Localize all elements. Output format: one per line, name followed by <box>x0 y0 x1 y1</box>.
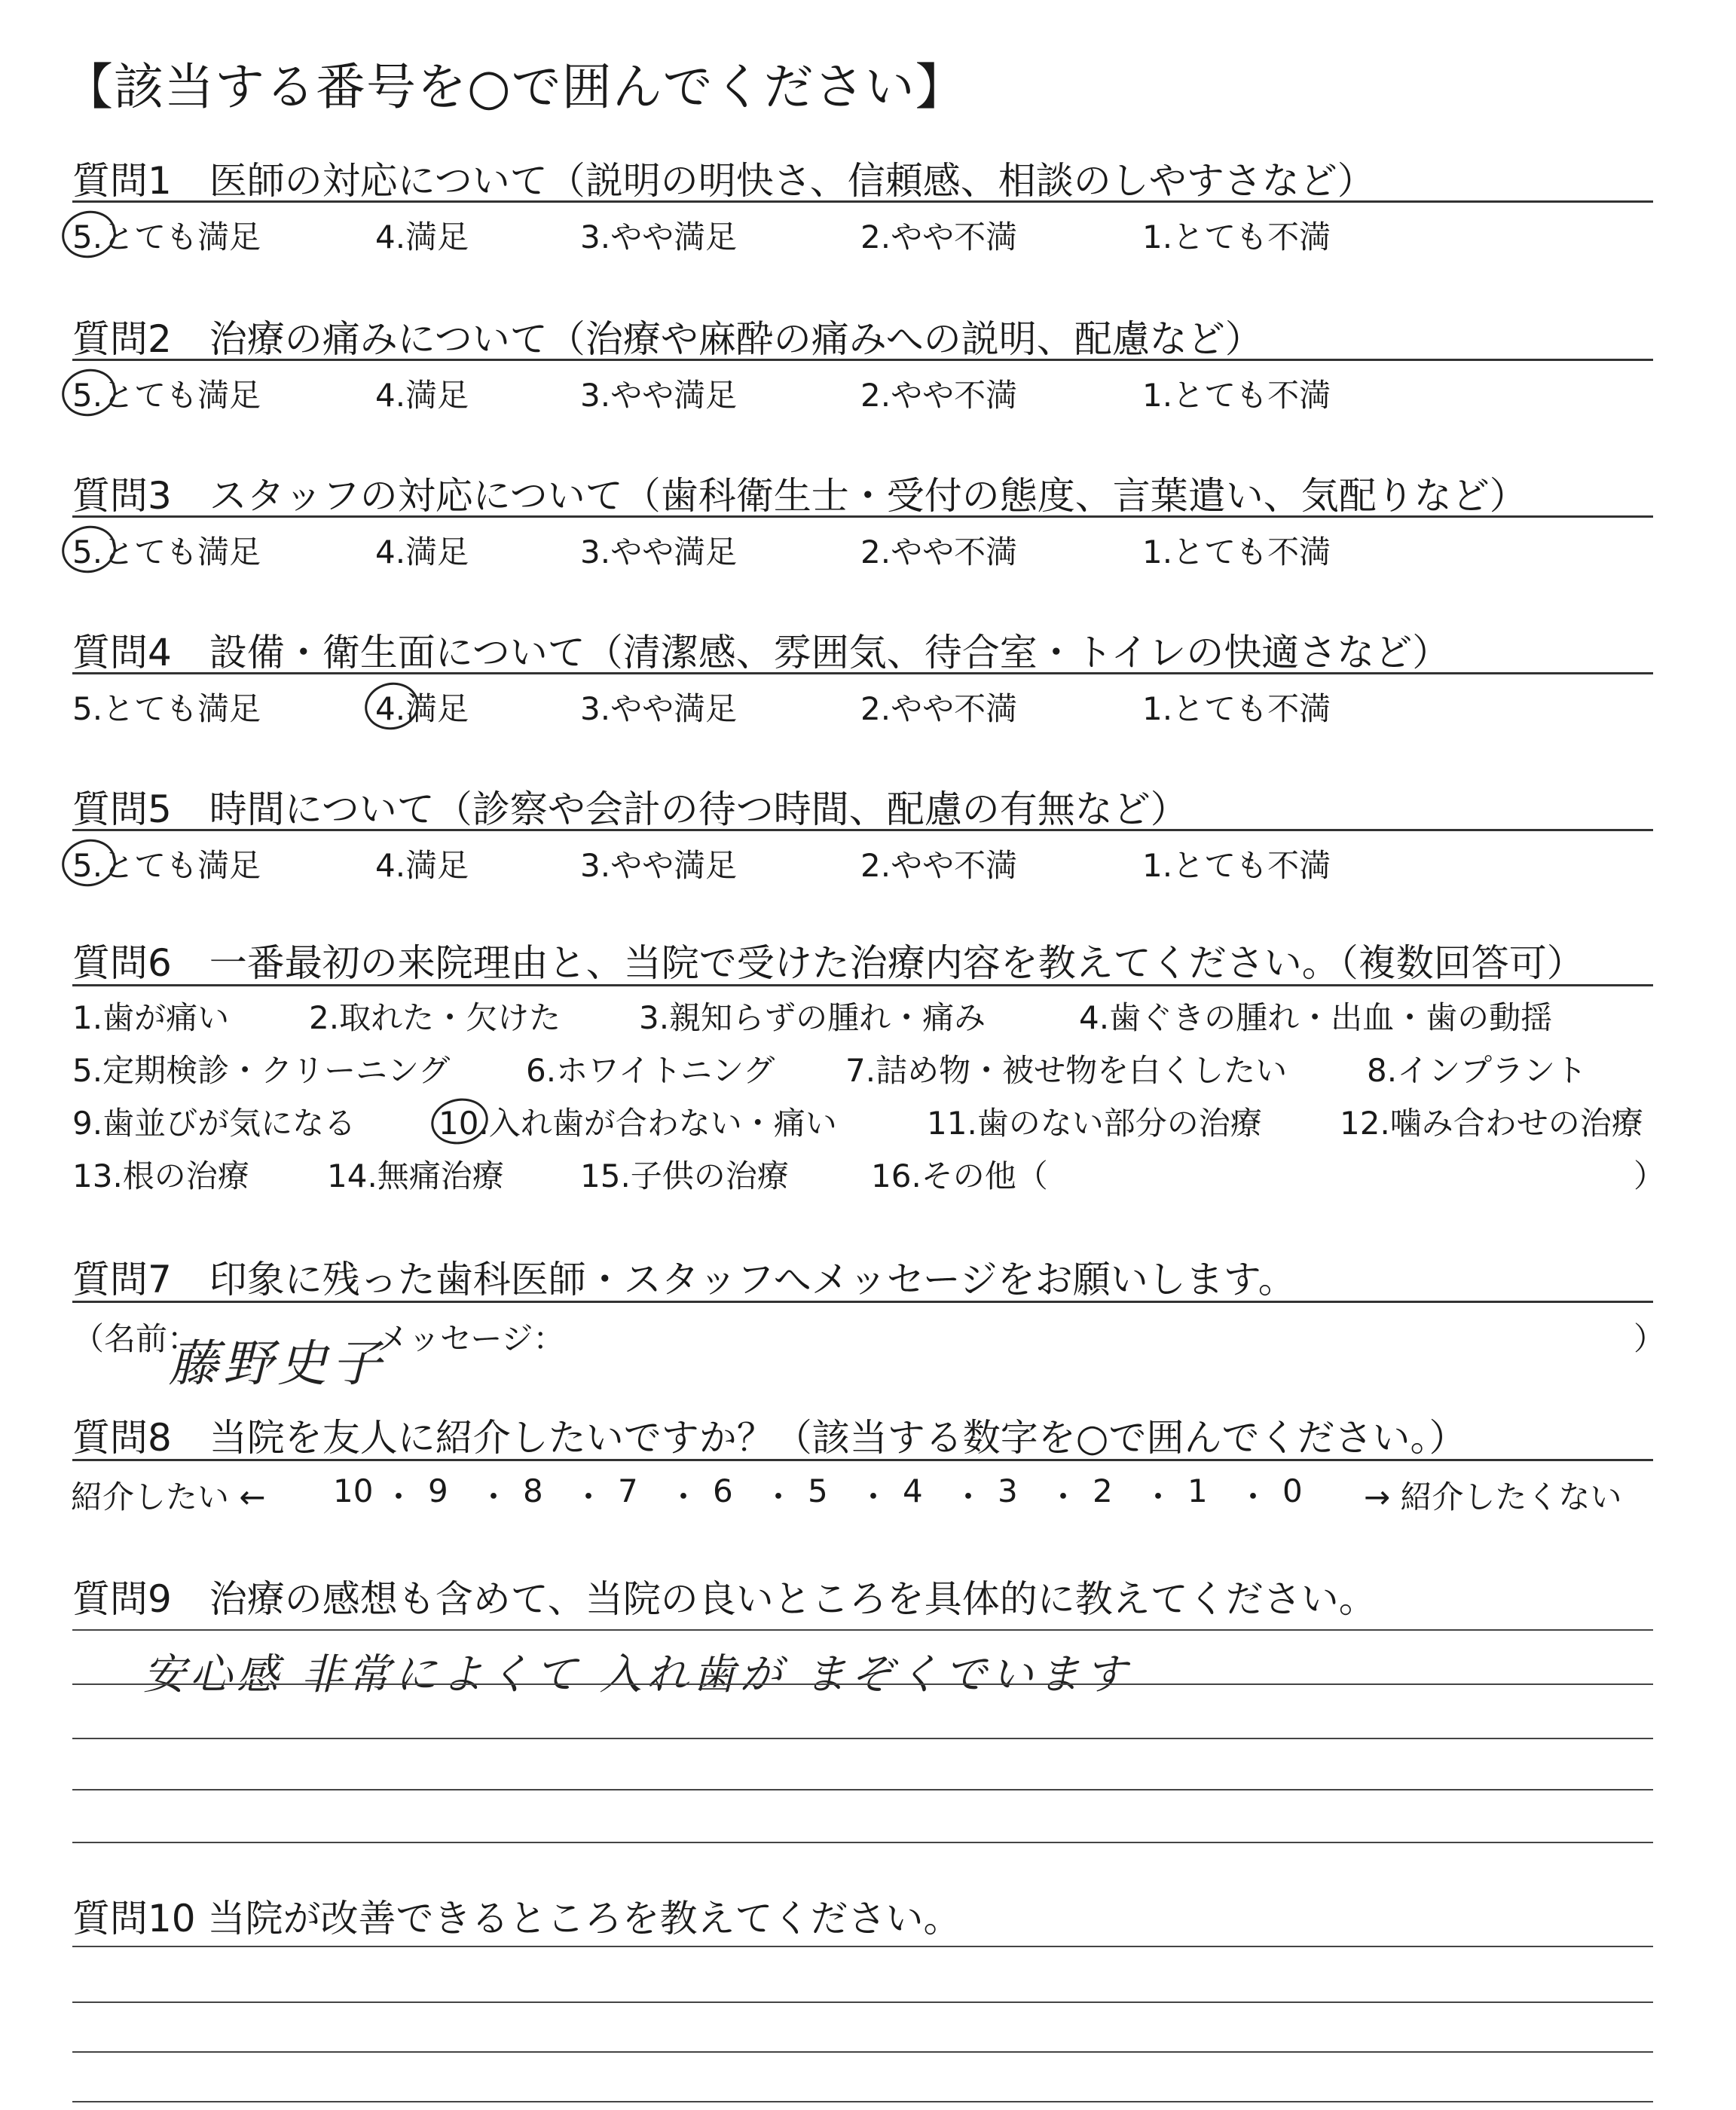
q9-handwritten-answer: 安心感 非常によくて 入れ歯が まぞくでいます <box>143 1650 1132 1699</box>
q6-option-8[interactable]: 8.インプラント <box>1367 1052 1588 1089</box>
q8-scale-separator: ・ <box>1237 1479 1270 1515</box>
q7-name-handwritten: 藤野史子 <box>169 1335 386 1393</box>
q8-scale-5[interactable]: 5 <box>808 1472 828 1509</box>
q8-right-label: → 紹介したくない <box>1364 1479 1622 1515</box>
q8-scale-9[interactable]: 9 <box>428 1472 448 1509</box>
q3-title: 質問3 スタッフの対応について（歯科衛生士・受付の態度、言葉遣い、気配りなど） <box>72 474 1527 518</box>
q4-title: 質問4 設備・衛生面について（清潔感、雰囲気、待合室・トイレの快適さなど） <box>72 631 1450 674</box>
q2-option-5[interactable]: 5.とても満足 <box>72 377 261 414</box>
q6-option-1[interactable]: 1.歯が痛い <box>72 999 230 1036</box>
q8-scale-10[interactable]: 10 <box>333 1472 374 1509</box>
q2-option-4[interactable]: 4.満足 <box>375 377 469 414</box>
q6-option-15[interactable]: 15.子供の治療 <box>580 1157 789 1194</box>
q8-scale-separator: ・ <box>478 1479 510 1515</box>
form-header: 【該当する番号を○で囲んでください】 <box>63 58 966 116</box>
q4-option-4[interactable]: 4.満足 <box>375 690 469 727</box>
q3-option-2[interactable]: 2.やや不満 <box>860 534 1018 570</box>
q1-title: 質問1 医師の対応について（説明の明快さ、信頼感、相談のしやすさなど） <box>72 159 1375 203</box>
q5-option-3[interactable]: 3.やや満足 <box>580 847 738 884</box>
q9-title: 質問9 治療の感想も含めて、当院の良いところを具体的に教えてください。 <box>72 1577 1377 1621</box>
q5-rule <box>72 829 1653 831</box>
q6-option-7[interactable]: 7.詰め物・被せ物を白くしたい <box>845 1052 1288 1089</box>
q8-scale-separator: ・ <box>573 1479 605 1515</box>
q8-scale-6[interactable]: 6 <box>713 1472 733 1509</box>
q5-option-4[interactable]: 4.満足 <box>375 847 469 884</box>
q6-option-2[interactable]: 2.取れた・欠けた <box>309 999 561 1036</box>
q6-option-14[interactable]: 14.無痛治療 <box>327 1157 504 1194</box>
q10-line-2 <box>72 2001 1653 2003</box>
q1-option-1[interactable]: 1.とても不満 <box>1142 219 1331 255</box>
q2-rule <box>72 359 1653 361</box>
q6-close-paren: ） <box>1634 1157 1666 1194</box>
q8-scale-separator: ・ <box>1047 1479 1080 1515</box>
q7-name-label: （名前： <box>72 1320 200 1357</box>
q5-option-5[interactable]: 5.とても満足 <box>72 847 261 884</box>
q6-option-4[interactable]: 4.歯ぐきの腫れ・出血・歯の動揺 <box>1079 999 1553 1036</box>
q5-title: 質問5 時間について（診察や会計の待つ時間、配慮の有無など） <box>72 787 1188 831</box>
q9-line-3 <box>72 1738 1653 1739</box>
q5-option-2[interactable]: 2.やや不満 <box>860 847 1018 884</box>
q7-message-label: メッセージ： <box>377 1320 565 1357</box>
q8-scale-4[interactable]: 4 <box>903 1472 923 1509</box>
q8-scale-separator: ・ <box>1142 1479 1175 1515</box>
q10-line-3 <box>72 2051 1653 2053</box>
q6-option-6[interactable]: 6.ホワイトニング <box>526 1052 775 1089</box>
q4-option-3[interactable]: 3.やや満足 <box>580 690 738 727</box>
q7-rule <box>72 1301 1653 1303</box>
q9-line-2 <box>72 1683 1653 1685</box>
q8-scale-7[interactable]: 7 <box>618 1472 638 1509</box>
q6-option-5[interactable]: 5.定期検診・クリーニング <box>72 1052 451 1089</box>
q8-scale-8[interactable]: 8 <box>523 1472 543 1509</box>
q3-option-5[interactable]: 5.とても満足 <box>72 534 261 570</box>
q9-line-4 <box>72 1789 1653 1790</box>
q6-option-16[interactable]: 16.その他（ <box>871 1157 1048 1194</box>
q4-option-1[interactable]: 1.とても不満 <box>1142 690 1331 727</box>
q6-option-10[interactable]: 10.入れ歯が合わない・痛い <box>439 1105 837 1142</box>
q2-option-2[interactable]: 2.やや不満 <box>860 377 1018 414</box>
q8-scale-2[interactable]: 2 <box>1093 1472 1113 1509</box>
q4-rule <box>72 672 1653 674</box>
q1-option-2[interactable]: 2.やや不満 <box>860 219 1018 255</box>
q3-option-4[interactable]: 4.満足 <box>375 534 469 570</box>
q8-scale-separator: ・ <box>668 1479 700 1515</box>
q8-scale-separator: ・ <box>857 1479 890 1515</box>
q4-option-2[interactable]: 2.やや不満 <box>860 690 1018 727</box>
q8-scale-3[interactable]: 3 <box>998 1472 1018 1509</box>
q8-left-label: 紹介したい ← <box>71 1479 266 1515</box>
q6-rule <box>72 984 1653 986</box>
q1-option-4[interactable]: 4.満足 <box>375 219 469 255</box>
q1-option-5[interactable]: 5.とても満足 <box>72 219 261 255</box>
q1-rule <box>72 200 1653 203</box>
q8-scale-1[interactable]: 1 <box>1187 1472 1208 1509</box>
q8-scale-separator: ・ <box>763 1479 795 1515</box>
q1-option-3[interactable]: 3.やや満足 <box>580 219 738 255</box>
q10-line-1 <box>72 1946 1653 1947</box>
q8-scale-separator: ・ <box>952 1479 985 1515</box>
q6-option-13[interactable]: 13.根の治療 <box>72 1157 249 1194</box>
q2-option-1[interactable]: 1.とても不満 <box>1142 377 1331 414</box>
q3-option-3[interactable]: 3.やや満足 <box>580 534 738 570</box>
q3-option-1[interactable]: 1.とても不満 <box>1142 534 1331 570</box>
q2-option-3[interactable]: 3.やや満足 <box>580 377 738 414</box>
q8-scale-0[interactable]: 0 <box>1282 1472 1303 1509</box>
q9-line-5 <box>72 1842 1653 1843</box>
q6-title: 質問6 一番最初の来院理由と、当院で受けた治療内容を教えてください。（複数回答可） <box>72 941 1585 985</box>
q2-title: 質問2 治療の痛みについて（治療や麻酔の痛みへの説明、配慮など） <box>72 317 1263 361</box>
q8-title: 質問8 当院を友人に紹介したいですか？（該当する数字を○で囲んでください。） <box>72 1416 1467 1460</box>
q6-option-3[interactable]: 3.親知らずの腫れ・痛み <box>639 999 986 1036</box>
q7-title: 質問7 印象に残った歯科医師・スタッフへメッセージをお願いします。 <box>72 1258 1296 1301</box>
q10-line-4 <box>72 2101 1653 2102</box>
q6-option-11[interactable]: 11.歯のない部分の治療 <box>927 1105 1262 1142</box>
q8-rule <box>72 1459 1653 1461</box>
q5-option-1[interactable]: 1.とても不満 <box>1142 847 1331 884</box>
q7-close-paren: ） <box>1634 1320 1666 1357</box>
q10-title: 質問10 当院が改善できるところを教えてください。 <box>72 1897 961 1940</box>
q9-line-1 <box>72 1629 1653 1631</box>
q3-rule <box>72 515 1653 518</box>
q8-scale-separator: ・ <box>383 1479 415 1515</box>
q6-option-9[interactable]: 9.歯並びが気になる <box>72 1105 356 1142</box>
q6-option-12[interactable]: 12.噛み合わせの治療 <box>1340 1105 1643 1142</box>
q4-option-5[interactable]: 5.とても満足 <box>72 690 261 727</box>
